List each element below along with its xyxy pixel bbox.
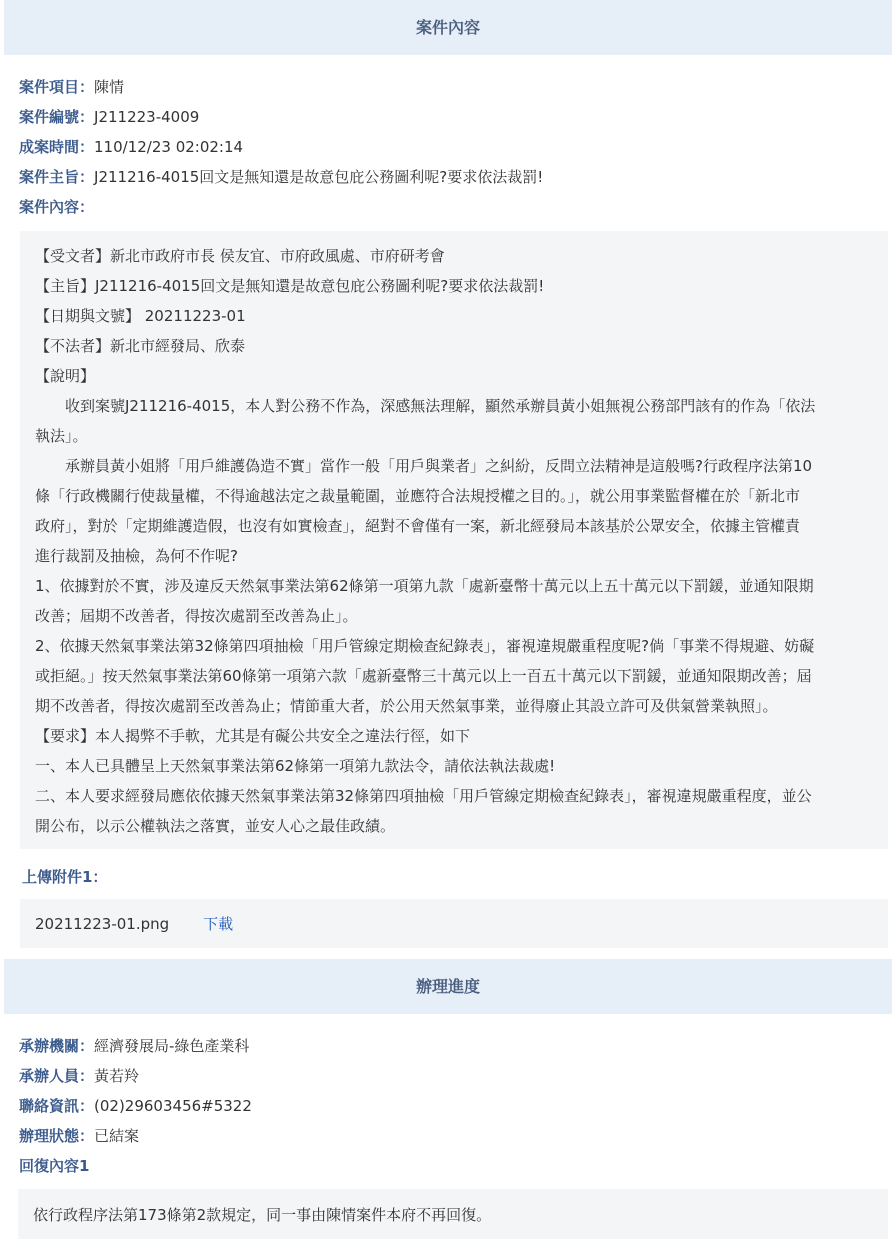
agency-row [19,1035,249,1056]
reply-text: 依行政程序法第173條第2款規定，同一事由陳情案件本府不再回復。 [33,1206,492,1224]
content-paragraph-line: 或拒絕。」按天然氣事業法第60條第一項第六款「處新臺幣三十萬元以上一百五十萬元以下罰鍰，並通知限期改善；屆 [35,667,812,685]
content-paragraph-line: 承辦員黃小姐將「用戶維護偽造不實」當作一般「用戶與業者」之糾紛，反問立法精神是這般嗎?行政程序法第10 [35,457,813,475]
officer-label: 承辦人員： [19,1067,95,1085]
case-number-value: J211223-4009 [94,108,200,126]
content-box-edge [16,231,20,418]
agency-label: 承辦機關： [19,1037,95,1055]
case-content-header [4,0,892,55]
content-paragraph-line: 進行裁罰及抽檢，為何不作呢? [35,547,238,565]
case-time-value: 110/12/23 02:02:14 [94,138,244,156]
agency-value: 經濟發展局-綠色產業科 [94,1037,250,1055]
content-demand-heading: 【要求】本人揭弊不手軟，尤其是有礙公共安全之違法行徑，如下 [35,727,471,745]
attachment-item [35,909,233,939]
contact-row [19,1095,252,1116]
attachment-label: 上傳附件1： [22,868,108,886]
case-number-row [19,106,199,127]
progress-title: 辦理進度 [415,977,480,996]
attachment-filename: 20211223-01.png [35,915,170,933]
content-paragraph-line: 執法」。 [35,427,88,445]
contact-value: (02)29603456#5322 [94,1097,252,1115]
case-content-title: 案件內容 [415,18,480,37]
content-demand-item: 二、本人要求經發局應依依據天然氣事業法第32條第四項抽檢「用戶管線定期檢查紀錄表」，審視違規嚴重程度，並公 [35,787,812,805]
content-paragraph-line: 2、依據天然氣事業法第32條第四項抽檢「用戶管線定期檢查紀錄表」，審視違規嚴重程度呢?倘「事業不得規避、妨礙 [35,637,815,655]
officer-value: 黃若羚 [94,1067,140,1085]
officer-row [19,1065,139,1086]
case-subject-label: 案件主旨： [19,168,95,186]
contact-label: 聯絡資訊： [19,1097,95,1115]
content-paragraph-line: 改善；屆期不改善者，得按次處罰至改善為止」。 [35,607,358,625]
content-paragraph-line: 政府」，對於「定期維護造假，也沒有如實檢查」，絕對不會僅有一案，新北經發局本該基於公眾安全，依據主管權責 [35,517,801,535]
status-row [19,1125,139,1146]
content-paragraph-line: 1、依據對於不實，涉及違反天然氣事業法第62條第一項第九款「處新臺幣十萬元以上五十萬元以下罰鍰，並通知限期 [35,577,814,595]
content-offender: 【不法者】新北市經發局、欣泰 [35,337,246,355]
case-number-label: 案件編號： [19,108,95,126]
content-explain-heading: 【說明】 [35,367,96,385]
progress-header [4,959,892,1014]
reply-row [19,1155,89,1176]
case-time-row [19,136,243,157]
content-paragraph-line: 期不改善者，得按次處罰至改善為止；情節重大者，於公用天然氣事業，並得廢止其設立許可及供氣營業執照」。 [35,697,778,715]
case-subject-row [19,166,543,187]
content-recipient: 【受文者】新北市政府市長 侯友宜、市府政風處、市府研考會 [35,247,445,265]
status-value: 已結案 [94,1127,140,1145]
content-paragraph-line: 條「行政機關行使裁量權，不得逾越法定之裁量範圍，並應符合法規授權之目的。」，就公用事業監督權在於「新北市 [35,487,801,505]
reply-label: 回復內容1 [19,1157,90,1175]
download-link[interactable]: 下載 [203,915,234,933]
case-item-value: 陳情 [94,78,125,96]
case-content-row [19,196,94,217]
content-demand-item: 一、本人已具體呈上天然氣事業法第62條第一項第九款法令，請依法執法裁處! [35,757,556,775]
case-subject-value: J211216-4015回文是無知還是故意包庇公務圖利呢?要求依法裁罰! [94,168,544,186]
status-label: 辦理狀態： [19,1127,95,1145]
case-content-label: 案件內容： [19,198,95,216]
case-item-label: 案件項目： [19,78,95,96]
content-date-number: 【日期與文號】 20211223-01 [35,307,246,325]
content-subject: 【主旨】J211216-4015回文是無知還是故意包庇公務圖利呢?要求依法裁罰! [35,277,545,295]
attachment-row [22,866,107,887]
case-item-row [19,76,124,97]
content-demand-item: 開公布，以示公權執法之落實，並安人心之最佳政績。 [35,817,396,835]
case-time-label: 成案時間： [19,138,95,156]
content-paragraph-line: 收到案號J211216-4015，本人對公務不作為，深感無法理解，顯然承辦員黃小姐無視公務部門該有的作為「依法 [35,397,816,415]
